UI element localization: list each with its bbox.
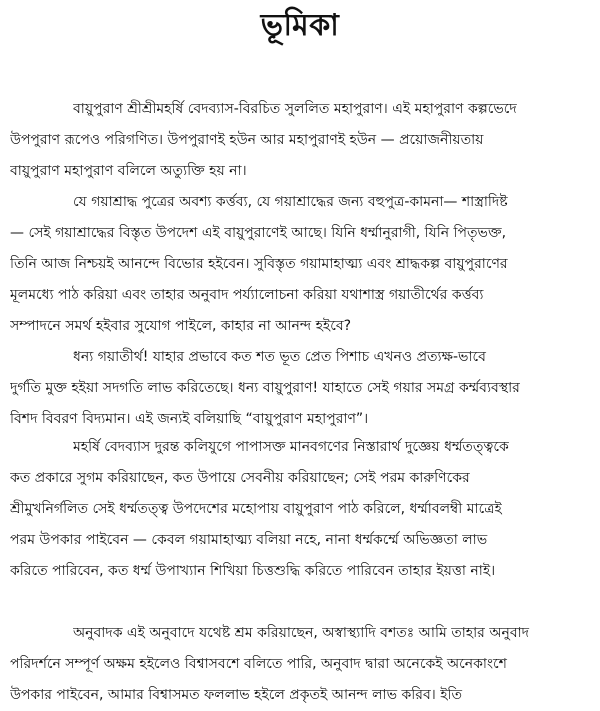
paragraph-line: উপকার পাইবেন, আমার বিশ্বাসমত ফললাভ হইলে প্রকৃতই আনন্দ লাভ করিব। ইতি (10, 687, 463, 703)
paragraph-4 (10, 432, 593, 587)
paragraph-line: — সেই গয়াশ্রাদ্ধের বিস্তৃত উপদেশ এই বায়ুপুরাণেই আছে। যিনি ধর্ম্মানুরাগী, যিনি পিতৃভক্ত, (10, 225, 507, 241)
page-title: ভূমিকা (260, 8, 340, 43)
paragraph-line: দুর্গতি মুক্ত হইয়া সদগতি লাভ করিতেছে। ধন্য বায়ুপুরাণ! যাহাতে সেই গয়ার সমগ্র কর্ম্মব্যবস্থার (10, 380, 520, 396)
paragraph-line: ধন্য গয়াতীর্থ! যাহার প্রভাবে কত শত ভূত প্রেত পিশাচ এখনও প্রত্যক্ষ-ভাবে (73, 349, 486, 365)
paragraph-line: তিনি আজ নিশ্চয়ই আনন্দে বিভোর হইবেন। সুবিস্তৃত গয়ামাহাত্ম্য এবং শ্রাদ্ধকল্প বায়ুপুরাণের (10, 256, 508, 272)
paragraph-line: উপপুরাণ রূপেও পরিগণিত। উপপুরাণই হউন আর মহাপুরাণই হউন — প্রয়োজনীয়তায় (10, 132, 484, 148)
paragraph-2 (10, 187, 593, 342)
paragraph-line: পরম উপকার পাইবেন — কেবল গয়ামাহাত্ম্য বলিয়া নহে, নানা ধর্ম্মকর্ম্মে অভিজ্ঞতা লাভ (10, 532, 488, 548)
paragraph-line: মূলমধ্যে পাঠ করিয়া এবং তাহার অনুবাদ পর্য্যালোচনা করিয়া যথাশাস্ত্র গয়াতীর্থের কর্ত্তব্য (10, 287, 484, 303)
paragraph-line: সম্পাদনে সমর্থ হইবার সুযোগ পাইলে, কাহার না আনন্দ হইবে? (10, 318, 352, 334)
paragraph-line: বায়ুপুরাণ মহাপুরাণ বলিলে অত্যুক্তি হয় না। (10, 163, 247, 179)
paragraph-1 (10, 94, 593, 187)
paragraph-5 (10, 618, 593, 711)
paragraph-line: বিশদ বিবরণ বিদ্যমান। এই জন্যই বলিয়াছি “বায়ুপুরাণ মহাপুরাণ”। (10, 411, 369, 427)
paragraph-line: মহর্ষি বেদব্যাস দুরন্ত কলিযুগে পাপাসক্ত মানবগণের নিস্তারার্থ দুজ্ঞেয় ধর্ম্মতত্ত্বকে (73, 439, 509, 455)
paragraph-line: বায়ুপুরাণ শ্রীশ্রীমহর্ষি বেদব্যাস-বিরচিত সুললিত মহাপুরাণ। এই মহাপুরাণ কল্পভেদে (73, 101, 517, 117)
paragraph-line: করিতে পারিবেন, কত ধর্ম্ম উপাখ্যান শিখিয়া চিত্তশুদ্ধি করিতে পারিবেন তাহার ইয়ত্তা নাই। (10, 563, 496, 579)
paragraph-line: শ্রীমুখনির্গলিত সেই ধর্ম্মতত্ত্ব উপদেশের মহোপায় বায়ুপুরাণ পাঠ করিলে, ধর্ম্মাবলম্বী মাত্রেই (10, 501, 502, 517)
paragraph-line: কত প্রকারে সুগম করিয়াছেন, কত উপায়ে সেবনীয় করিয়াছেন; সেই পরম কারুণিকের (10, 470, 470, 486)
paragraph-line: যে গয়াশ্রাদ্ধ পুত্রের অবশ্য কর্ত্তব্য, যে গয়াশ্রাদ্ধের জন্য বহুপুত্র-কামনা— শাস্ত্রাদিষ্ট (73, 194, 508, 210)
paragraph-line: অনুবাদক এই অনুবাদে যথেষ্ট শ্রম করিয়াছেন, অস্বাস্থ্যাদি বশতঃ আমি তাহার অনুবাদ (73, 625, 530, 641)
paragraph-3 (10, 342, 593, 435)
paragraph-line: পরিদর্শনে সম্পূর্ণ অক্ষম হইলেও বিশ্বাসবশে বলিতে পারি, অনুবাদ দ্বারা অনেকেই অনেকাংশে (10, 656, 507, 672)
